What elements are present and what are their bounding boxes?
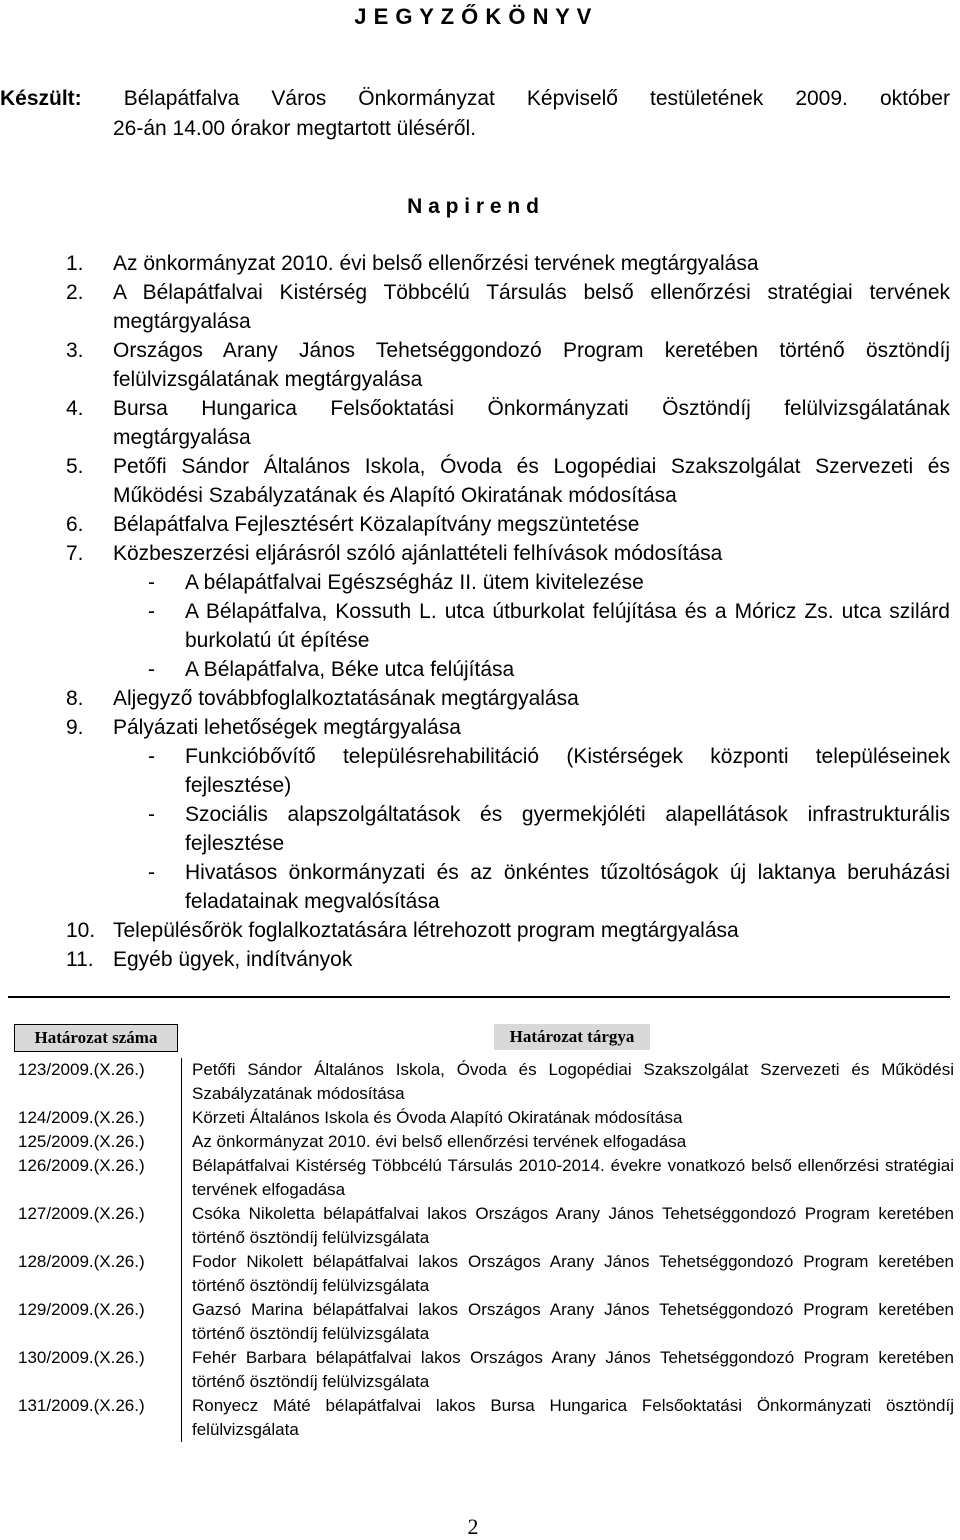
agenda-list	[66, 249, 950, 974]
decision-number: 124/2009.(X.26.)	[14, 1106, 182, 1130]
decision-subject: Bélapátfalvai Kistérség Többcélú Társulás 2010-2014. évekre vonatkozó belső ellenőrzési stratégiai tervének elfogadása	[192, 1156, 954, 1199]
agenda-item	[66, 452, 950, 510]
decision-number: 127/2009.(X.26.)	[14, 1202, 182, 1250]
agenda-item-text: Az önkormányzat 2010. évi belső ellenőrzési tervének megtárgyalása	[113, 252, 759, 275]
agenda-item-text: Közbeszerzési eljárásról szóló ajánlattételi felhívások módosítása	[113, 542, 723, 565]
agenda-item-text: Egyéb ügyek, indítványok	[113, 948, 353, 971]
decision-subject: Ronyecz Máté bélapátfalvai lakos Bursa Hungarica Felsőoktatási Önkormányzati ösztöndíj felülvizsgálata	[192, 1396, 954, 1439]
decision-row	[14, 1130, 954, 1154]
agenda-item-text: Országos Arany János Tehetséggondozó Program keretében történő ösztöndíj felülvizsgálatának megtárgyalása	[113, 339, 950, 391]
agenda-subitem-text: Funkcióbővítő településrehabilitáció (Kistérségek központi településeinek fejlesztése)	[185, 745, 950, 797]
agenda-subitem	[113, 858, 950, 916]
agenda-subitem	[113, 597, 950, 655]
agenda-subitem-dash: -	[148, 803, 155, 826]
divider	[8, 996, 950, 998]
decision-row	[14, 1058, 954, 1106]
agenda-item-number: 4.	[66, 397, 84, 420]
prepared-text-1: Bélapátfalva Város Önkormányzat Képviselő testületének 2009. október	[123, 87, 950, 110]
agenda-item-text: Településőrök foglalkoztatására létrehozott program megtárgyalása	[113, 919, 739, 942]
decision-subject: Gazsó Marina bélapátfalvai lakos Országos Arany János Tehetséggondozó Program keretében történő ösztöndíj felülvizsgálata	[192, 1300, 954, 1343]
decision-subject: Petőfi Sándor Általános Iskola, Óvoda és Logopédiai Szakszolgálat Szervezeti és Működési Szabályzatának módosítása	[192, 1060, 954, 1103]
decision-subject: Csóka Nikoletta bélapátfalvai lakos Országos Arany János Tehetséggondozó Program keretében történő ösztöndíj felülvizsgálata	[192, 1204, 954, 1247]
prepared-label: Készült:	[0, 87, 82, 110]
decision-number: 131/2009.(X.26.)	[14, 1394, 182, 1442]
agenda-item-number: 7.	[66, 542, 84, 565]
decision-row	[14, 1202, 954, 1250]
agenda-item	[66, 713, 950, 916]
agenda-subitem	[113, 742, 950, 800]
decision-number: 129/2009.(X.26.)	[14, 1298, 182, 1346]
agenda-item-number: 2.	[66, 281, 84, 304]
agenda-subitem-dash: -	[148, 745, 155, 768]
agenda-subitem-text: A Bélapátfalva, Béke utca felújítása	[185, 658, 515, 681]
agenda-title: N a p i r e n d	[407, 195, 539, 218]
agenda-subitem	[113, 568, 950, 597]
header-decision-subject: Határozat tárgya	[494, 1024, 650, 1050]
agenda-sublist	[113, 742, 950, 916]
page-number: 2	[467, 1514, 479, 1539]
decisions-table	[14, 1022, 954, 1442]
agenda-item	[66, 916, 950, 945]
agenda-item	[66, 539, 950, 684]
decision-subject: Körzeti Általános Iskola és Óvoda Alapító Okiratának módosítása	[192, 1108, 683, 1127]
agenda-subitem-dash: -	[148, 571, 155, 594]
decisions-header	[14, 1022, 954, 1058]
agenda-item-number: 8.	[66, 687, 84, 710]
agenda-item	[66, 510, 950, 539]
agenda-item-number: 9.	[66, 716, 84, 739]
decision-number: 123/2009.(X.26.)	[14, 1058, 182, 1106]
agenda-item-number: 11.	[66, 948, 94, 971]
agenda-item-text: Pályázati lehetőségek megtárgyalása	[113, 716, 461, 739]
agenda-subitem-dash: -	[148, 600, 155, 623]
prepared-line-1	[0, 84, 950, 114]
agenda-item	[66, 394, 950, 452]
agenda-item	[66, 336, 950, 394]
agenda-subitem-text: A Bélapátfalva, Kossuth L. utca útburkolat felújítása és a Móricz Zs. utca szilárd burkolatú út építése	[185, 600, 950, 652]
agenda-item-text: A Bélapátfalvai Kistérség Többcélú Társulás belső ellenőrzési stratégiai tervének megtárgyalása	[113, 281, 950, 333]
agenda-subitem-dash: -	[148, 861, 155, 884]
document-title: J E G Y Z Ő K Ö N Y V	[354, 4, 592, 29]
header-decision-number: Határozat száma	[14, 1024, 178, 1052]
decision-row	[14, 1154, 954, 1202]
agenda-item	[66, 249, 950, 278]
agenda-item-number: 3.	[66, 339, 84, 362]
decision-subject: Fehér Barbara bélapátfalvai lakos Országos Arany János Tehetséggondozó Program keretében történő ösztöndíj felülvizsgálata	[192, 1348, 954, 1391]
agenda-subitem-text: A bélapátfalvai Egészségház II. ütem kivitelezése	[185, 571, 644, 594]
decision-number: 128/2009.(X.26.)	[14, 1250, 182, 1298]
decision-subject: Az önkormányzat 2010. évi belső ellenőrzési tervének elfogadása	[192, 1132, 687, 1151]
decision-row	[14, 1346, 954, 1394]
agenda-subitem-dash: -	[148, 658, 155, 681]
agenda-subitem	[113, 655, 950, 684]
agenda-item-number: 6.	[66, 513, 84, 536]
agenda-item	[66, 278, 950, 336]
agenda-subitem-text: Szociális alapszolgáltatások és gyermekjóléti alapellátások infrastrukturális fejlesztése	[185, 803, 950, 855]
agenda-subitem	[113, 800, 950, 858]
decision-row	[14, 1394, 954, 1442]
agenda-item-number: 10.	[66, 919, 96, 942]
agenda-item	[66, 684, 950, 713]
decisions-rows	[14, 1058, 954, 1442]
agenda-item-text: Bursa Hungarica Felsőoktatási Önkormányzati Ösztöndíj felülvizsgálatának megtárgyalása	[113, 397, 950, 449]
agenda-subitem-text: Hivatásos önkormányzati és az önkéntes tűzoltóságok új laktanya beruházási feladatainak megvalósítása	[185, 861, 950, 913]
decision-row	[14, 1106, 954, 1130]
agenda-item-number: 5.	[66, 455, 84, 478]
decision-subject: Fodor Nikolett bélapátfalvai lakos Országos Arany János Tehetséggondozó Program keretében történő ösztöndíj felülvizsgálata	[192, 1252, 954, 1295]
prepared-statement	[0, 84, 950, 144]
agenda-item-text: Bélapátfalva Fejlesztésért Közalapítvány megszüntetése	[113, 513, 640, 536]
agenda-item-text: Petőfi Sándor Általános Iskola, Óvoda és Logopédiai Szakszolgálat Szervezeti és Működési Szabályzatának és Alapító Okiratának módosítása	[113, 455, 950, 507]
agenda-sublist	[113, 568, 950, 684]
agenda-item	[66, 945, 950, 974]
agenda-item-number: 1.	[66, 252, 84, 275]
decision-row	[14, 1250, 954, 1298]
decision-row	[14, 1298, 954, 1346]
agenda-item-text: Aljegyző továbbfoglalkoztatásának megtárgyalása	[113, 687, 579, 710]
decision-number: 125/2009.(X.26.)	[14, 1130, 182, 1154]
decision-number: 130/2009.(X.26.)	[14, 1346, 182, 1394]
prepared-text-2: 26-án 14.00 órakor megtartott üléséről.	[113, 117, 477, 140]
decision-number: 126/2009.(X.26.)	[14, 1154, 182, 1202]
